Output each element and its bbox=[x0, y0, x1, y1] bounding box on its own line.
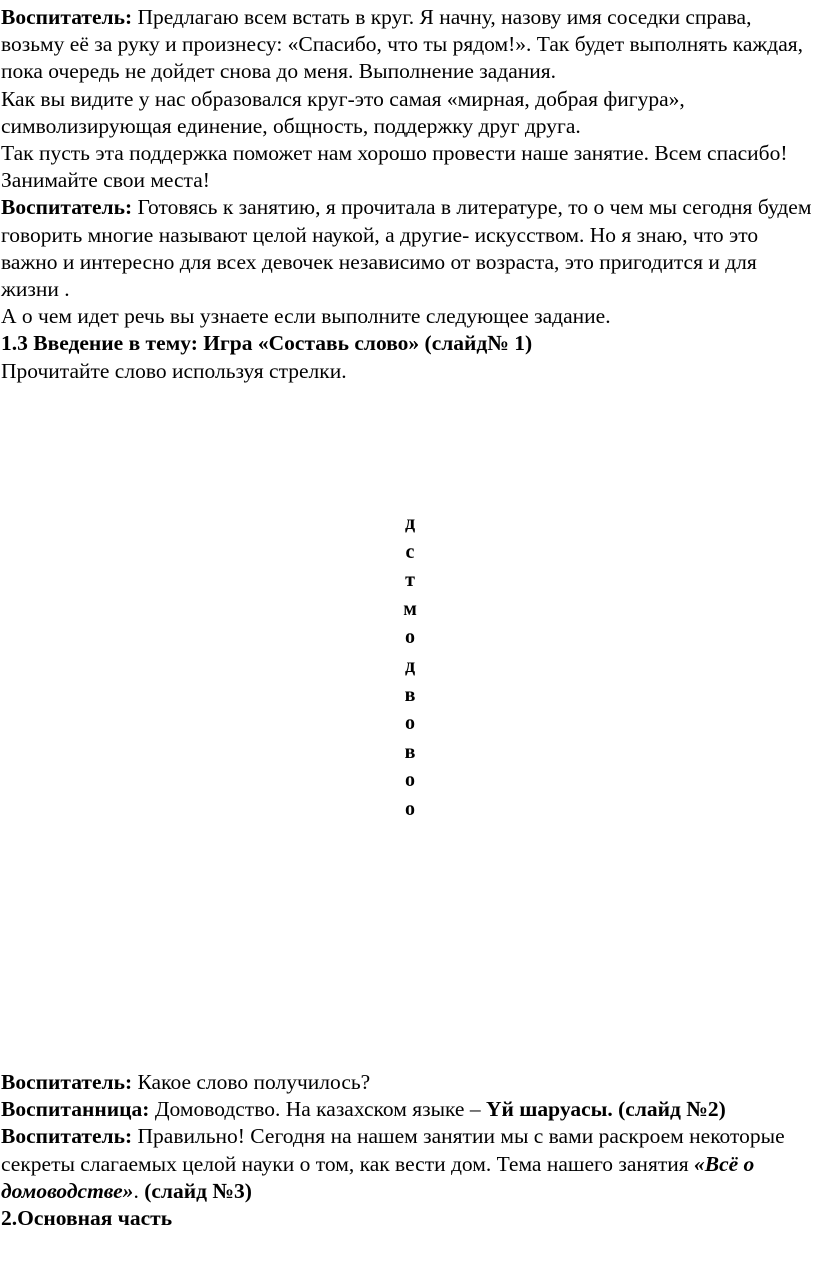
paragraph-preparation bbox=[0, 194, 816, 303]
paragraph-circle-meaning bbox=[0, 86, 816, 140]
slide-reference: (слайд №3) bbox=[144, 1178, 252, 1203]
puzzle-letter: д bbox=[404, 654, 416, 677]
section-heading-2: 2.Основная часть bbox=[1, 1206, 173, 1231]
paragraph-answer bbox=[0, 1096, 816, 1123]
paragraph-text: Правильно! Сегодня на нашем занятии мы с вами раскроем некоторые секреты слагаемых целой науки о том, как вести дом. Тема нашего занятия bbox=[1, 1124, 785, 1176]
speaker-label: Воспитатель: bbox=[1, 1070, 133, 1094]
puzzle-letter: о bbox=[405, 769, 415, 792]
paragraph-response bbox=[0, 1123, 816, 1205]
kazakh-term: Үй шаруасы. (слайд №2) bbox=[485, 1097, 726, 1122]
puzzle-letter: в bbox=[404, 683, 416, 706]
paragraph-text: Готовясь к занятию, я прочитала в литературе, то о чем мы сегодня будем говорить многие называют целой наукой, а другие- искусством. Но я знаю, что это важно и интересно для всех девочек независимо от возраста, это пригодится и для жизни . bbox=[1, 195, 812, 302]
paragraph-task-intro bbox=[0, 303, 816, 330]
paragraph-instruction bbox=[0, 358, 816, 385]
paragraph-text: Домоводство. На казахском языке – bbox=[149, 1097, 486, 1122]
paragraph-thanks bbox=[0, 140, 816, 194]
speaker-label: Воспитатель: bbox=[1, 5, 133, 29]
paragraph-text: Как вы видите у нас образовался круг-это самая «мирная, добрая фигура», символизирующая единение, общность, поддержку друг друга. bbox=[1, 86, 685, 138]
paragraph-text: Какое слово получилось? bbox=[132, 1070, 371, 1094]
punctuation: . bbox=[133, 1178, 145, 1203]
paragraph-text: А о чем идет речь вы узнаете если выполните следующее задание. bbox=[1, 304, 611, 329]
puzzle-letter: м bbox=[403, 597, 417, 620]
speaker-label: Воспитанница: bbox=[1, 1097, 150, 1122]
puzzle-letter: т bbox=[405, 569, 415, 592]
intro-section bbox=[0, 4, 816, 385]
paragraph-text: Прочитайте слово используя стрелки. bbox=[1, 358, 347, 383]
paragraph-text: Так пусть эта поддержка поможет нам хорошо провести наше занятие. Всем спасибо! Занимайте свои места! bbox=[1, 141, 788, 193]
word-puzzle-letters bbox=[380, 509, 440, 824]
puzzle-letter: о bbox=[405, 712, 415, 735]
puzzle-letter: д bbox=[404, 512, 416, 534]
puzzle-letter: о bbox=[405, 626, 415, 649]
dialogue-section bbox=[0, 1069, 816, 1232]
speaker-label: Воспитатель: bbox=[1, 195, 133, 220]
section-heading-1-3: 1.3 Введение в тему: Игра «Составь слово» (слайд№ 1) bbox=[1, 331, 533, 356]
paragraph-circle-game bbox=[0, 4, 816, 86]
speaker-label: Воспитатель: bbox=[1, 1124, 133, 1149]
lesson-topic: «Всё о домоводстве» bbox=[1, 1151, 755, 1203]
paragraph-question bbox=[0, 1069, 816, 1096]
puzzle-letter: с bbox=[405, 540, 415, 563]
puzzle-letter: в bbox=[404, 740, 416, 763]
puzzle-letter: о bbox=[405, 797, 415, 820]
paragraph-text: Предлагаю всем встать в круг. Я начну, назову имя соседки справа, возьму её за руку и произнесу: «Спасибо, что ты рядом!». Так будет выполнять каждая, пока очередь не дойдет снова до меня. Выполнение задания. bbox=[1, 5, 804, 84]
